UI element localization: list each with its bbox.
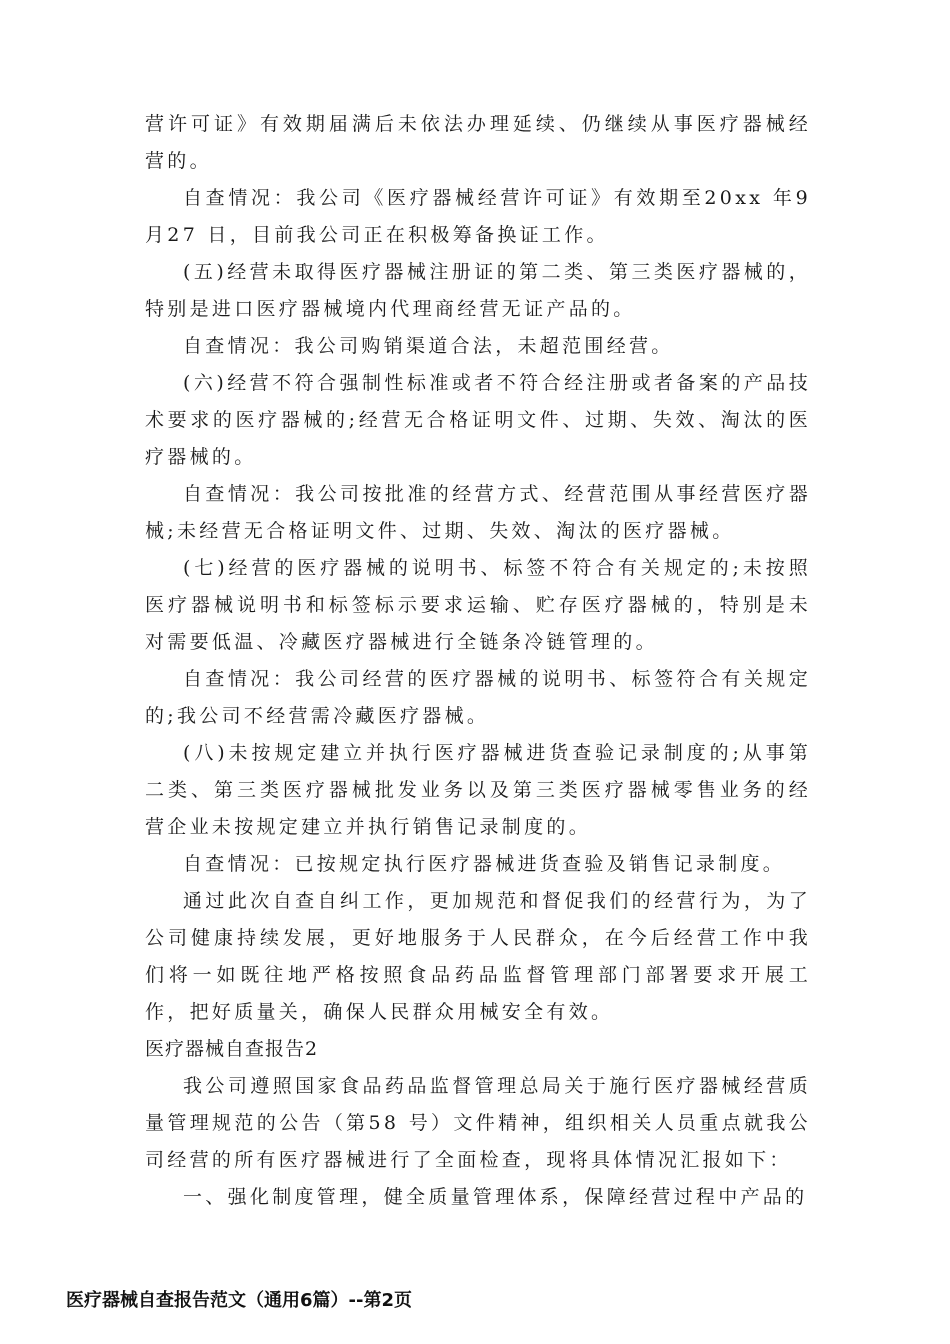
paragraph-conclusion: 通过此次自查自纠工作，更加规范和督促我们的经营行为，为了公司健康持续发展，更好地服务于人民群众，在今后经营工作中我们将一如既往地严格按照食品药品监督管理部门部署要求开展工作，把好质量关，确保人民群众用械安全有效。	[145, 890, 811, 1023]
paragraph-self-check-channels: 自查情况：我公司购销渠道合法，未超范围经营。	[183, 335, 674, 357]
paragraph-self-check-labels: 自查情况：我公司经营的医疗器械的说明书、标签符合有关规定的;我公司不经营需冷藏医疗器械。	[145, 668, 811, 727]
paragraph-self-check-records: 自查情况：已按规定执行医疗器械进货查验及销售记录制度。	[183, 853, 786, 875]
paragraph-report-2-intro: 我公司遵照国家食品药品监督管理总局关于施行医疗器械经营质量管理规范的公告（第58 号）文件精神，组织相关人员重点就我公司经营的所有医疗器械进行了全面检查，现将具体情况汇报如下：	[145, 1075, 811, 1171]
document-body	[145, 106, 811, 1216]
paragraph-item-7: (七)经营的医疗器械的说明书、标签不符合有关规定的;未按照医疗器械说明书和标签标示要求运输、贮存医疗器械的，特别是未对需要低温、冷藏医疗器械进行全链条冷链管理的。	[145, 557, 811, 653]
paragraph-continuation: 营许可证》有效期届满后未依法办理延续、仍继续从事医疗器械经营的。	[145, 113, 811, 172]
section-title-report-2: 医疗器械自查报告2	[145, 1038, 319, 1060]
paragraph-report-2-point-1: 一、强化制度管理，健全质量管理体系，保障经营过程中产品的	[183, 1186, 808, 1208]
paragraph-self-check-scope: 自查情况：我公司按批准的经营方式、经营范围从事经营医疗器械;未经营无合格证明文件、过期、失效、淘汰的医疗器械。	[145, 483, 811, 542]
page-footer: 医疗器械自查报告范文（通用6篇）--第2页	[66, 1290, 412, 1311]
paragraph-self-check-license: 自查情况：我公司《医疗器械经营许可证》有效期至20xx 年9 月27 日，目前我公司正在积极筹备换证工作。	[145, 187, 811, 246]
paragraph-item-6: (六)经营不符合强制性标准或者不符合经注册或者备案的产品技术要求的医疗器械的;经营无合格证明文件、过期、失效、淘汰的医疗器械的。	[145, 372, 811, 468]
paragraph-item-5: (五)经营未取得医疗器械注册证的第二类、第三类医疗器械的，特别是进口医疗器械境内代理商经营无证产品的。	[145, 261, 811, 320]
paragraph-item-8: (八)未按规定建立并执行医疗器械进货查验记录制度的;从事第二类、第三类医疗器械批发业务以及第三类医疗器械零售业务的经营企业未按规定建立并执行销售记录制度的。	[145, 742, 811, 838]
